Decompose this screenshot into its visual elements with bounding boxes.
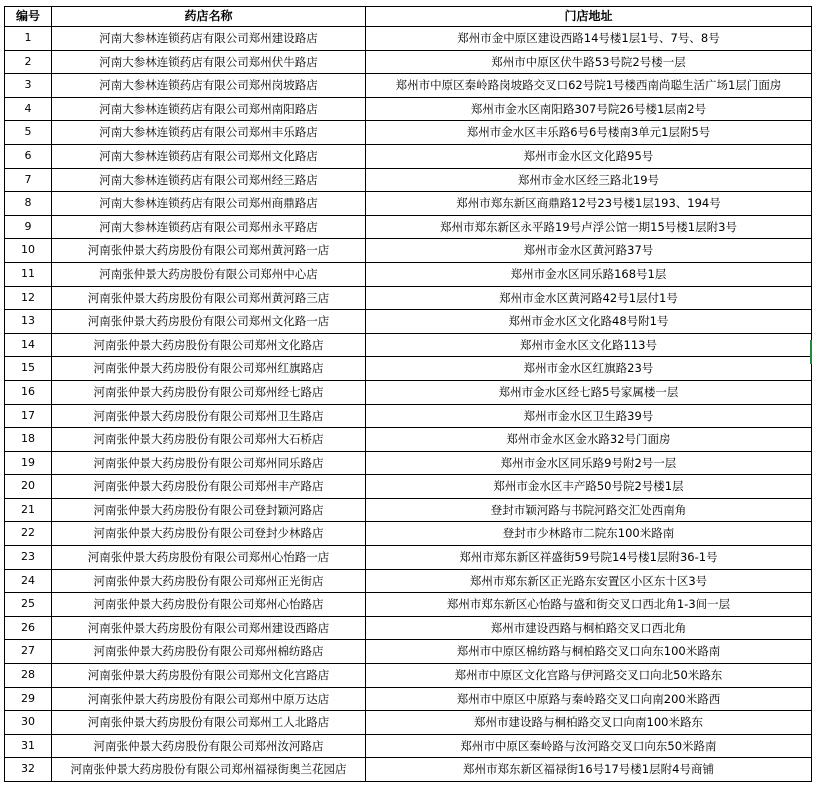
cell-pharmacy-name[interactable]: 河南张仲景大药房股份有限公司郑州心怡路一店 — [52, 546, 366, 570]
cell-number[interactable]: 6 — [5, 144, 52, 168]
cell-number[interactable]: 25 — [5, 593, 52, 617]
header-store-address[interactable]: 门店地址 — [366, 7, 812, 27]
table-row — [5, 50, 812, 74]
cell-store-address[interactable]: 郑州市金水区文化路48号附1号 — [366, 310, 812, 334]
table-row — [5, 121, 812, 145]
cell-pharmacy-name[interactable]: 河南张仲景大药房股份有限公司郑州同乐路店 — [52, 451, 366, 475]
table-row — [5, 27, 812, 51]
cell-store-address[interactable]: 郑州市金水区文化路113号 — [366, 333, 812, 357]
cell-number[interactable]: 31 — [5, 734, 52, 758]
cell-store-address[interactable]: 登封市少林路市二院东100米路南 — [366, 522, 812, 546]
table-row — [5, 262, 812, 286]
table-row — [5, 451, 812, 475]
cell-pharmacy-name[interactable]: 河南张仲景大药房股份有限公司郑州黄河路一店 — [52, 239, 366, 263]
cell-pharmacy-name[interactable]: 河南大参林连锁药店有限公司郑州伏牛路店 — [52, 50, 366, 74]
cell-number[interactable]: 26 — [5, 616, 52, 640]
cell-pharmacy-name[interactable]: 河南大参林连锁药店有限公司郑州文化路店 — [52, 144, 366, 168]
cell-pharmacy-name[interactable]: 河南大参林连锁药店有限公司郑州永平路店 — [52, 215, 366, 239]
table-row — [5, 404, 812, 428]
cell-store-address[interactable]: 郑州市金水区红旗路23号 — [366, 357, 812, 381]
cell-number[interactable]: 20 — [5, 475, 52, 499]
cell-pharmacy-name[interactable]: 河南张仲景大药房股份有限公司郑州经七路店 — [52, 380, 366, 404]
table-row — [5, 569, 812, 593]
cell-store-address[interactable]: 郑州市郑东新区福禄街16号17号楼1层附4号商铺 — [366, 758, 812, 782]
cell-pharmacy-name[interactable]: 河南张仲景大药房股份有限公司郑州心怡路店 — [52, 593, 366, 617]
cell-store-address[interactable]: 郑州市金水区南阳路307号院26号楼1层南2号 — [366, 97, 812, 121]
cell-pharmacy-name[interactable]: 河南张仲景大药房股份有限公司郑州正光街店 — [52, 569, 366, 593]
table-row — [5, 498, 812, 522]
cell-pharmacy-name[interactable]: 河南张仲景大药房股份有限公司郑州文化路一店 — [52, 310, 366, 334]
cell-store-address[interactable]: 郑州市金水区文化路95号 — [366, 144, 812, 168]
cell-store-address[interactable]: 郑州市中原区伏牛路53号院2号楼一层 — [366, 50, 812, 74]
cell-pharmacy-name[interactable]: 河南大参林连锁药店有限公司郑州建设路店 — [52, 27, 366, 51]
cell-number[interactable]: 29 — [5, 687, 52, 711]
cell-pharmacy-name[interactable]: 河南张仲景大药房股份有限公司郑州工人北路店 — [52, 711, 366, 735]
cell-number[interactable]: 27 — [5, 640, 52, 664]
table-row — [5, 286, 812, 310]
header-row — [5, 7, 812, 27]
cell-pharmacy-name[interactable]: 河南张仲景大药房股份有限公司郑州大石桥店 — [52, 428, 366, 452]
table-row — [5, 593, 812, 617]
cell-store-address[interactable]: 郑州市金水区同乐路168号1层 — [366, 262, 812, 286]
table-row — [5, 97, 812, 121]
cell-store-address[interactable]: 郑州市中原区中原路与秦岭路交叉口向南200米路西 — [366, 687, 812, 711]
pharmacy-list-table — [4, 6, 812, 782]
cell-number[interactable]: 7 — [5, 168, 52, 192]
cell-number[interactable]: 8 — [5, 192, 52, 216]
cell-pharmacy-name[interactable]: 河南张仲景大药房股份有限公司登封颖河路店 — [52, 498, 366, 522]
cell-store-address[interactable]: 郑州市中原区秦岭路岗坡路交叉口62号院1号楼西南尚聪生活广场1层门面房 — [366, 74, 812, 98]
table-row — [5, 239, 812, 263]
cell-pharmacy-name[interactable]: 河南张仲景大药房股份有限公司郑州丰产路店 — [52, 475, 366, 499]
cell-store-address[interactable]: 郑州市郑东新区正光路东安置区小区东十区3号 — [366, 569, 812, 593]
cell-number[interactable]: 13 — [5, 310, 52, 334]
cell-number[interactable]: 17 — [5, 404, 52, 428]
cell-number[interactable]: 19 — [5, 451, 52, 475]
table-row — [5, 74, 812, 98]
cell-number[interactable]: 22 — [5, 522, 52, 546]
cell-selection-edge — [810, 340, 812, 364]
table-row — [5, 333, 812, 357]
cell-number[interactable]: 10 — [5, 239, 52, 263]
cell-number[interactable]: 5 — [5, 121, 52, 145]
cell-store-address[interactable]: 登封市颖河路与书院河路交汇处西南角 — [366, 498, 812, 522]
cell-pharmacy-name[interactable]: 河南大参林连锁药店有限公司郑州南阳路店 — [52, 97, 366, 121]
table-row — [5, 522, 812, 546]
cell-number[interactable]: 3 — [5, 74, 52, 98]
cell-pharmacy-name[interactable]: 河南张仲景大药房股份有限公司郑州中心店 — [52, 262, 366, 286]
cell-number[interactable]: 28 — [5, 664, 52, 688]
cell-store-address[interactable]: 郑州市建设路与桐柏路交叉口向南100米路东 — [366, 711, 812, 735]
cell-store-address[interactable]: 郑州市金水区金水路32号门面房 — [366, 428, 812, 452]
cell-store-address[interactable]: 郑州市金水区同乐路9号附2号一层 — [366, 451, 812, 475]
table-row — [5, 168, 812, 192]
table-row — [5, 428, 812, 452]
cell-store-address[interactable]: 郑州市金水区经三路北19号 — [366, 168, 812, 192]
cell-pharmacy-name[interactable]: 河南张仲景大药房股份有限公司登封少林路店 — [52, 522, 366, 546]
cell-pharmacy-name[interactable]: 河南张仲景大药房股份有限公司郑州汝河路店 — [52, 734, 366, 758]
cell-number[interactable]: 15 — [5, 357, 52, 381]
cell-store-address[interactable]: 郑州市建设西路与桐柏路交叉口西北角 — [366, 616, 812, 640]
cell-pharmacy-name[interactable]: 河南张仲景大药房股份有限公司郑州文化路店 — [52, 333, 366, 357]
cell-number[interactable]: 11 — [5, 262, 52, 286]
cell-number[interactable]: 14 — [5, 333, 52, 357]
cell-pharmacy-name[interactable]: 河南张仲景大药房股份有限公司郑州卫生路店 — [52, 404, 366, 428]
cell-number[interactable]: 16 — [5, 380, 52, 404]
cell-store-address[interactable]: 郑州市金中原区建设西路14号楼1层1号、7号、8号 — [366, 27, 812, 51]
cell-store-address[interactable]: 郑州市金水区经七路5号家属楼一层 — [366, 380, 812, 404]
cell-store-address[interactable]: 郑州市金水区卫生路39号 — [366, 404, 812, 428]
table-row — [5, 546, 812, 570]
cell-number[interactable]: 1 — [5, 27, 52, 51]
cell-pharmacy-name[interactable]: 河南张仲景大药房股份有限公司郑州红旗路店 — [52, 357, 366, 381]
table-row — [5, 475, 812, 499]
cell-store-address[interactable]: 郑州市郑东新区心怡路与盛和街交叉口西北角1-3间一层 — [366, 593, 812, 617]
cell-number[interactable]: 9 — [5, 215, 52, 239]
cell-number[interactable]: 12 — [5, 286, 52, 310]
table-row — [5, 758, 812, 782]
cell-number[interactable]: 30 — [5, 711, 52, 735]
header-pharmacy-name[interactable]: 药店名称 — [52, 7, 366, 27]
cell-store-address[interactable]: 郑州市郑东新区商鼎路12号23号楼1层193、194号 — [366, 192, 812, 216]
cell-store-address[interactable]: 郑州市中原区秦岭路与汝河路交叉口向东50米路南 — [366, 734, 812, 758]
cell-pharmacy-name[interactable]: 河南张仲景大药房股份有限公司郑州棉纺路店 — [52, 640, 366, 664]
cell-pharmacy-name[interactable]: 河南大参林连锁药店有限公司郑州丰乐路店 — [52, 121, 366, 145]
table-row — [5, 616, 812, 640]
table-row — [5, 687, 812, 711]
cell-store-address[interactable]: 郑州市金水区丰产路50号院2号楼1层 — [366, 475, 812, 499]
cell-store-address[interactable]: 郑州市中原区文化宫路与伊河路交叉口向北50米路东 — [366, 664, 812, 688]
table-row — [5, 357, 812, 381]
table-row — [5, 215, 812, 239]
cell-number[interactable]: 18 — [5, 428, 52, 452]
cell-pharmacy-name[interactable]: 河南大参林连锁药店有限公司郑州岗坡路店 — [52, 74, 366, 98]
cell-pharmacy-name[interactable]: 河南大参林连锁药店有限公司郑州经三路店 — [52, 168, 366, 192]
table-row — [5, 640, 812, 664]
table-row — [5, 664, 812, 688]
cell-number[interactable]: 23 — [5, 546, 52, 570]
cell-pharmacy-name[interactable]: 河南张仲景大药房股份有限公司郑州中原万达店 — [52, 687, 366, 711]
table-row — [5, 380, 812, 404]
cell-pharmacy-name[interactable]: 河南大参林连锁药店有限公司郑州商鼎路店 — [52, 192, 366, 216]
cell-store-address[interactable]: 郑州市金水区黄河路37号 — [366, 239, 812, 263]
table-row — [5, 144, 812, 168]
table-row — [5, 734, 812, 758]
cell-store-address[interactable]: 郑州市金水区丰乐路6号6号楼南3单元1层附5号 — [366, 121, 812, 145]
cell-number[interactable]: 32 — [5, 758, 52, 782]
cell-pharmacy-name[interactable]: 河南张仲景大药房股份有限公司郑州福禄街奥兰花园店 — [52, 758, 366, 782]
cell-store-address[interactable]: 郑州市中原区棉纺路与桐柏路交叉口向东100米路南 — [366, 640, 812, 664]
cell-store-address[interactable]: 郑州市金水区黄河路42号1层付1号 — [366, 286, 812, 310]
cell-number[interactable]: 24 — [5, 569, 52, 593]
cell-pharmacy-name[interactable]: 河南张仲景大药房股份有限公司郑州黄河路三店 — [52, 286, 366, 310]
cell-pharmacy-name[interactable]: 河南张仲景大药房股份有限公司郑州文化宫路店 — [52, 664, 366, 688]
cell-number[interactable]: 4 — [5, 97, 52, 121]
cell-store-address[interactable]: 郑州市郑东新区祥盛街59号院14号楼1层附36-1号 — [366, 546, 812, 570]
cell-store-address[interactable]: 郑州市郑东新区永平路19号卢浮公馆一期15号楼1层附3号 — [366, 215, 812, 239]
header-number[interactable]: 编号 — [5, 7, 52, 27]
cell-number[interactable]: 21 — [5, 498, 52, 522]
table-row — [5, 192, 812, 216]
cell-pharmacy-name[interactable]: 河南张仲景大药房股份有限公司郑州建设西路店 — [52, 616, 366, 640]
table-row — [5, 310, 812, 334]
cell-number[interactable]: 2 — [5, 50, 52, 74]
table-row — [5, 711, 812, 735]
